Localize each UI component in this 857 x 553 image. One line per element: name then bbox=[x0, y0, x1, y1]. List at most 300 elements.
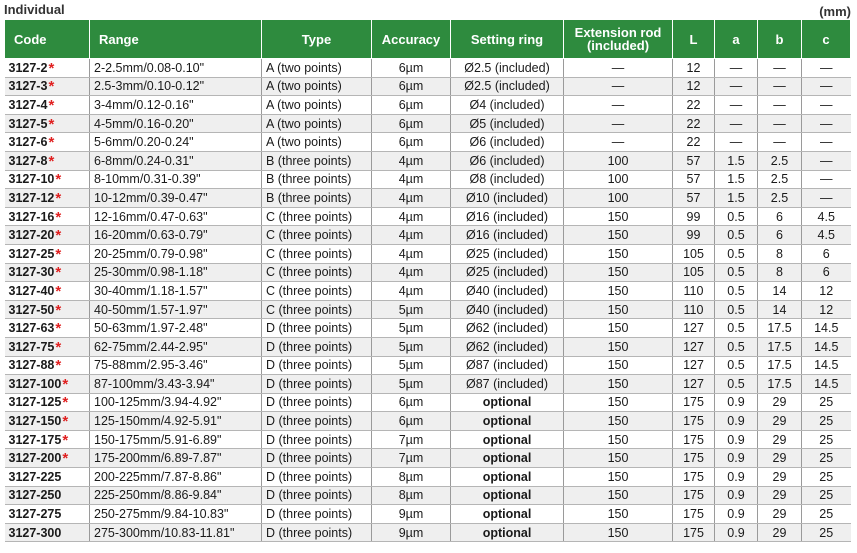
asterisk-mark-icon: * bbox=[55, 357, 62, 375]
setting-ring-cell: Ø25 (included) bbox=[451, 263, 564, 282]
setting-ring-cell: Ø87 (included) bbox=[451, 356, 564, 375]
a-cell: 0.9 bbox=[715, 393, 758, 412]
table-row bbox=[5, 337, 851, 356]
table-row bbox=[5, 244, 851, 263]
range-cell: 8-10mm/0.31-0.39" bbox=[90, 170, 262, 189]
type-cell: A (two points) bbox=[262, 96, 372, 115]
extension-rod-cell: 150 bbox=[564, 244, 673, 263]
a-cell: — bbox=[715, 133, 758, 152]
L-cell: 110 bbox=[673, 300, 715, 319]
c-cell: 14.5 bbox=[802, 319, 851, 338]
c-cell: 14.5 bbox=[802, 356, 851, 375]
code-cell bbox=[5, 468, 90, 487]
product-code: 3127-100 bbox=[8, 376, 62, 391]
header-extension-rod-line1: Extension rod bbox=[574, 25, 662, 40]
type-cell: D (three points) bbox=[262, 505, 372, 524]
product-code: 3127-20 bbox=[8, 228, 55, 243]
a-cell: 0.9 bbox=[715, 449, 758, 468]
range-cell: 75-88mm/2.95-3.46" bbox=[90, 356, 262, 375]
a-cell: 0.9 bbox=[715, 523, 758, 542]
setting-ring-cell: Ø2.5 (included) bbox=[451, 59, 564, 78]
header-type: Type bbox=[262, 20, 372, 59]
extension-rod-cell: 150 bbox=[564, 337, 673, 356]
setting-ring-cell: Ø25 (included) bbox=[451, 244, 564, 263]
code-cell bbox=[5, 393, 90, 412]
extension-rod-cell: 150 bbox=[564, 282, 673, 301]
code-cell bbox=[5, 59, 90, 78]
range-cell: 200-225mm/7.87-8.86" bbox=[90, 468, 262, 487]
asterisk-mark-icon: * bbox=[48, 59, 55, 77]
type-cell: C (three points) bbox=[262, 244, 372, 263]
product-code: 3127-275 bbox=[8, 507, 62, 522]
header-setting-ring: Setting ring bbox=[451, 20, 564, 59]
c-cell: 4.5 bbox=[802, 226, 851, 245]
product-code: 3127-25 bbox=[8, 246, 55, 261]
c-cell: 25 bbox=[802, 412, 851, 431]
extension-rod-cell: 150 bbox=[564, 486, 673, 505]
range-cell: 100-125mm/3.94-4.92" bbox=[90, 393, 262, 412]
L-cell: 57 bbox=[673, 170, 715, 189]
L-cell: 175 bbox=[673, 430, 715, 449]
type-cell: A (two points) bbox=[262, 77, 372, 96]
table-row bbox=[5, 226, 851, 245]
range-cell: 3-4mm/0.12-0.16" bbox=[90, 96, 262, 115]
asterisk-mark-icon: * bbox=[62, 375, 69, 393]
accuracy-cell: 6µm bbox=[372, 114, 451, 133]
setting-ring-cell: optional bbox=[451, 468, 564, 487]
range-cell: 250-275mm/9.84-10.83" bbox=[90, 505, 262, 524]
header-c: c bbox=[802, 20, 851, 59]
product-code: 3127-4 bbox=[8, 97, 48, 112]
a-cell: 1.5 bbox=[715, 151, 758, 170]
c-cell: 25 bbox=[802, 468, 851, 487]
range-cell: 30-40mm/1.18-1.57" bbox=[90, 282, 262, 301]
L-cell: 99 bbox=[673, 207, 715, 226]
setting-ring-cell: Ø16 (included) bbox=[451, 226, 564, 245]
accuracy-cell: 7µm bbox=[372, 430, 451, 449]
header-L: L bbox=[673, 20, 715, 59]
extension-rod-cell: 150 bbox=[564, 523, 673, 542]
accuracy-cell: 9µm bbox=[372, 523, 451, 542]
table-row bbox=[5, 207, 851, 226]
L-cell: 57 bbox=[673, 189, 715, 208]
a-cell: — bbox=[715, 114, 758, 133]
product-code: 3127-2 bbox=[8, 60, 48, 75]
range-cell: 125-150mm/4.92-5.91" bbox=[90, 412, 262, 431]
product-code: 3127-63 bbox=[8, 321, 55, 336]
type-cell: D (three points) bbox=[262, 430, 372, 449]
c-cell: — bbox=[802, 133, 851, 152]
setting-ring-cell: Ø40 (included) bbox=[451, 300, 564, 319]
extension-rod-cell: 150 bbox=[564, 263, 673, 282]
setting-ring-cell: Ø62 (included) bbox=[451, 319, 564, 338]
code-cell bbox=[5, 114, 90, 133]
asterisk-mark-icon: * bbox=[55, 282, 62, 300]
type-cell: D (three points) bbox=[262, 337, 372, 356]
setting-ring-cell: optional bbox=[451, 412, 564, 431]
b-cell: — bbox=[758, 96, 802, 115]
b-cell: 2.5 bbox=[758, 189, 802, 208]
range-cell: 4-5mm/0.16-0.20" bbox=[90, 114, 262, 133]
L-cell: 127 bbox=[673, 356, 715, 375]
b-cell: 17.5 bbox=[758, 337, 802, 356]
extension-rod-cell: 150 bbox=[564, 226, 673, 245]
product-code: 3127-200 bbox=[8, 451, 62, 466]
asterisk-mark-icon: * bbox=[48, 115, 55, 133]
extension-rod-cell: 150 bbox=[564, 393, 673, 412]
asterisk-mark-icon: * bbox=[55, 227, 62, 245]
table-row bbox=[5, 523, 851, 542]
b-cell: 29 bbox=[758, 505, 802, 524]
accuracy-cell: 7µm bbox=[372, 449, 451, 468]
unit-label: (mm) bbox=[819, 4, 851, 19]
type-cell: C (three points) bbox=[262, 263, 372, 282]
accuracy-cell: 6µm bbox=[372, 77, 451, 96]
table-row bbox=[5, 393, 851, 412]
a-cell: 0.5 bbox=[715, 319, 758, 338]
b-cell: — bbox=[758, 77, 802, 96]
L-cell: 22 bbox=[673, 114, 715, 133]
product-code: 3127-175 bbox=[8, 432, 62, 447]
table-row bbox=[5, 114, 851, 133]
c-cell: 14.5 bbox=[802, 337, 851, 356]
L-cell: 12 bbox=[673, 77, 715, 96]
type-cell: A (two points) bbox=[262, 133, 372, 152]
setting-ring-cell: Ø8 (included) bbox=[451, 170, 564, 189]
L-cell: 175 bbox=[673, 486, 715, 505]
accuracy-cell: 4µm bbox=[372, 263, 451, 282]
table-row bbox=[5, 486, 851, 505]
asterisk-mark-icon: * bbox=[55, 189, 62, 207]
L-cell: 57 bbox=[673, 151, 715, 170]
b-cell: 29 bbox=[758, 393, 802, 412]
L-cell: 127 bbox=[673, 375, 715, 394]
type-cell: D (three points) bbox=[262, 468, 372, 487]
a-cell: 0.5 bbox=[715, 356, 758, 375]
table-row bbox=[5, 189, 851, 208]
setting-ring-cell: Ø10 (included) bbox=[451, 189, 564, 208]
extension-rod-cell: 150 bbox=[564, 430, 673, 449]
extension-rod-cell: 100 bbox=[564, 189, 673, 208]
L-cell: 105 bbox=[673, 263, 715, 282]
table-row bbox=[5, 170, 851, 189]
extension-rod-cell: — bbox=[564, 77, 673, 96]
accuracy-cell: 6µm bbox=[372, 59, 451, 78]
type-cell: D (three points) bbox=[262, 412, 372, 431]
extension-rod-cell: 150 bbox=[564, 412, 673, 431]
b-cell: 14 bbox=[758, 282, 802, 301]
b-cell: — bbox=[758, 59, 802, 78]
range-cell: 6-8mm/0.24-0.31" bbox=[90, 151, 262, 170]
type-cell: D (three points) bbox=[262, 486, 372, 505]
table-row bbox=[5, 282, 851, 301]
b-cell: 6 bbox=[758, 226, 802, 245]
asterisk-mark-icon: * bbox=[55, 208, 62, 226]
a-cell: 0.9 bbox=[715, 486, 758, 505]
table-row bbox=[5, 96, 851, 115]
header-range: Range bbox=[90, 20, 262, 59]
range-cell: 2-2.5mm/0.08-0.10" bbox=[90, 59, 262, 78]
product-code: 3127-88 bbox=[8, 358, 55, 373]
extension-rod-cell: 100 bbox=[564, 151, 673, 170]
c-cell: — bbox=[802, 189, 851, 208]
L-cell: 175 bbox=[673, 523, 715, 542]
L-cell: 175 bbox=[673, 449, 715, 468]
accuracy-cell: 8µm bbox=[372, 486, 451, 505]
L-cell: 175 bbox=[673, 412, 715, 431]
type-cell: C (three points) bbox=[262, 226, 372, 245]
c-cell: 25 bbox=[802, 449, 851, 468]
range-cell: 5-6mm/0.20-0.24" bbox=[90, 133, 262, 152]
b-cell: 2.5 bbox=[758, 170, 802, 189]
type-cell: C (three points) bbox=[262, 207, 372, 226]
table-row bbox=[5, 375, 851, 394]
table-caption-bar bbox=[4, 2, 851, 18]
setting-ring-cell: optional bbox=[451, 486, 564, 505]
asterisk-mark-icon: * bbox=[55, 264, 62, 282]
setting-ring-cell: Ø62 (included) bbox=[451, 337, 564, 356]
setting-ring-cell: optional bbox=[451, 505, 564, 524]
a-cell: 0.5 bbox=[715, 282, 758, 301]
extension-rod-cell: 150 bbox=[564, 468, 673, 487]
code-cell bbox=[5, 96, 90, 115]
range-cell: 40-50mm/1.57-1.97" bbox=[90, 300, 262, 319]
accuracy-cell: 4µm bbox=[372, 244, 451, 263]
extension-rod-cell: 150 bbox=[564, 300, 673, 319]
specification-table bbox=[4, 19, 851, 542]
setting-ring-cell: Ø4 (included) bbox=[451, 96, 564, 115]
type-cell: D (three points) bbox=[262, 523, 372, 542]
product-code: 3127-8 bbox=[8, 153, 48, 168]
L-cell: 175 bbox=[673, 468, 715, 487]
section-title: Individual bbox=[4, 2, 65, 17]
extension-rod-cell: 150 bbox=[564, 319, 673, 338]
product-code: 3127-10 bbox=[8, 172, 55, 187]
c-cell: 25 bbox=[802, 523, 851, 542]
product-code: 3127-225 bbox=[8, 469, 62, 484]
accuracy-cell: 4µm bbox=[372, 226, 451, 245]
table-row bbox=[5, 356, 851, 375]
accuracy-cell: 5µm bbox=[372, 356, 451, 375]
code-cell bbox=[5, 319, 90, 338]
accuracy-cell: 6µm bbox=[372, 96, 451, 115]
code-cell bbox=[5, 244, 90, 263]
L-cell: 175 bbox=[673, 393, 715, 412]
L-cell: 127 bbox=[673, 319, 715, 338]
c-cell: 14.5 bbox=[802, 375, 851, 394]
b-cell: 29 bbox=[758, 430, 802, 449]
accuracy-cell: 4µm bbox=[372, 207, 451, 226]
code-cell bbox=[5, 170, 90, 189]
range-cell: 225-250mm/8.86-9.84" bbox=[90, 486, 262, 505]
a-cell: 0.5 bbox=[715, 207, 758, 226]
c-cell: 6 bbox=[802, 263, 851, 282]
c-cell: 25 bbox=[802, 393, 851, 412]
setting-ring-cell: Ø2.5 (included) bbox=[451, 77, 564, 96]
a-cell: 0.5 bbox=[715, 226, 758, 245]
table-row bbox=[5, 468, 851, 487]
type-cell: D (three points) bbox=[262, 319, 372, 338]
product-code: 3127-3 bbox=[8, 79, 48, 94]
accuracy-cell: 6µm bbox=[372, 393, 451, 412]
range-cell: 10-12mm/0.39-0.47" bbox=[90, 189, 262, 208]
setting-ring-cell: Ø87 (included) bbox=[451, 375, 564, 394]
table-row bbox=[5, 133, 851, 152]
type-cell: B (three points) bbox=[262, 189, 372, 208]
code-cell bbox=[5, 375, 90, 394]
range-cell: 87-100mm/3.43-3.94" bbox=[90, 375, 262, 394]
asterisk-mark-icon: * bbox=[48, 134, 55, 152]
accuracy-cell: 8µm bbox=[372, 468, 451, 487]
asterisk-mark-icon: * bbox=[55, 245, 62, 263]
L-cell: 110 bbox=[673, 282, 715, 301]
c-cell: 12 bbox=[802, 282, 851, 301]
accuracy-cell: 5µm bbox=[372, 300, 451, 319]
accuracy-cell: 6µm bbox=[372, 133, 451, 152]
accuracy-cell: 5µm bbox=[372, 375, 451, 394]
b-cell: 14 bbox=[758, 300, 802, 319]
L-cell: 22 bbox=[673, 96, 715, 115]
type-cell: A (two points) bbox=[262, 59, 372, 78]
code-cell bbox=[5, 412, 90, 431]
b-cell: — bbox=[758, 133, 802, 152]
header-a: a bbox=[715, 20, 758, 59]
b-cell: 29 bbox=[758, 412, 802, 431]
range-cell: 16-20mm/0.63-0.79" bbox=[90, 226, 262, 245]
range-cell: 62-75mm/2.44-2.95" bbox=[90, 337, 262, 356]
accuracy-cell: 4µm bbox=[372, 151, 451, 170]
code-cell bbox=[5, 189, 90, 208]
type-cell: D (three points) bbox=[262, 449, 372, 468]
L-cell: 99 bbox=[673, 226, 715, 245]
setting-ring-cell: Ø40 (included) bbox=[451, 282, 564, 301]
table-row bbox=[5, 151, 851, 170]
code-cell bbox=[5, 300, 90, 319]
extension-rod-cell: 100 bbox=[564, 170, 673, 189]
product-code: 3127-150 bbox=[8, 414, 62, 429]
type-cell: A (two points) bbox=[262, 114, 372, 133]
product-code: 3127-250 bbox=[8, 488, 62, 503]
a-cell: 0.5 bbox=[715, 300, 758, 319]
b-cell: 29 bbox=[758, 486, 802, 505]
extension-rod-cell: 150 bbox=[564, 356, 673, 375]
a-cell: 0.5 bbox=[715, 244, 758, 263]
range-cell: 20-25mm/0.79-0.98" bbox=[90, 244, 262, 263]
product-code: 3127-50 bbox=[8, 302, 55, 317]
table-row bbox=[5, 59, 851, 78]
setting-ring-cell: Ø6 (included) bbox=[451, 151, 564, 170]
type-cell: B (three points) bbox=[262, 151, 372, 170]
product-code: 3127-300 bbox=[8, 525, 62, 540]
b-cell: 17.5 bbox=[758, 356, 802, 375]
asterisk-mark-icon: * bbox=[62, 413, 69, 431]
a-cell: 0.9 bbox=[715, 430, 758, 449]
product-code: 3127-30 bbox=[8, 265, 55, 280]
code-cell bbox=[5, 523, 90, 542]
code-cell bbox=[5, 449, 90, 468]
asterisk-mark-icon: * bbox=[48, 152, 55, 170]
header-code: Code bbox=[5, 20, 90, 59]
header-extension-rod-line2: (included) bbox=[586, 38, 650, 53]
asterisk-mark-icon: * bbox=[55, 301, 62, 319]
accuracy-cell: 4µm bbox=[372, 170, 451, 189]
product-code: 3127-12 bbox=[8, 190, 55, 205]
a-cell: 0.5 bbox=[715, 375, 758, 394]
product-code: 3127-16 bbox=[8, 209, 55, 224]
code-cell bbox=[5, 263, 90, 282]
extension-rod-cell: — bbox=[564, 59, 673, 78]
b-cell: 6 bbox=[758, 207, 802, 226]
a-cell: — bbox=[715, 77, 758, 96]
code-cell bbox=[5, 226, 90, 245]
table-row bbox=[5, 300, 851, 319]
header-accuracy: Accuracy bbox=[372, 20, 451, 59]
range-cell: 275-300mm/10.83-11.81" bbox=[90, 523, 262, 542]
b-cell: 29 bbox=[758, 449, 802, 468]
range-cell: 25-30mm/0.98-1.18" bbox=[90, 263, 262, 282]
a-cell: 0.5 bbox=[715, 337, 758, 356]
code-cell bbox=[5, 151, 90, 170]
extension-rod-cell: 150 bbox=[564, 207, 673, 226]
extension-rod-cell: — bbox=[564, 114, 673, 133]
header-b: b bbox=[758, 20, 802, 59]
c-cell: — bbox=[802, 59, 851, 78]
b-cell: 17.5 bbox=[758, 375, 802, 394]
c-cell: 25 bbox=[802, 505, 851, 524]
header-row bbox=[5, 20, 851, 59]
type-cell: D (three points) bbox=[262, 393, 372, 412]
asterisk-mark-icon: * bbox=[55, 338, 62, 356]
product-code: 3127-40 bbox=[8, 283, 55, 298]
b-cell: 29 bbox=[758, 523, 802, 542]
a-cell: — bbox=[715, 96, 758, 115]
range-cell: 12-16mm/0.47-0.63" bbox=[90, 207, 262, 226]
table-row bbox=[5, 319, 851, 338]
extension-rod-cell: 150 bbox=[564, 505, 673, 524]
setting-ring-cell: optional bbox=[451, 393, 564, 412]
c-cell: 25 bbox=[802, 486, 851, 505]
c-cell: — bbox=[802, 77, 851, 96]
accuracy-cell: 5µm bbox=[372, 319, 451, 338]
code-cell bbox=[5, 486, 90, 505]
type-cell: B (three points) bbox=[262, 170, 372, 189]
table-row bbox=[5, 412, 851, 431]
product-code: 3127-75 bbox=[8, 339, 55, 354]
asterisk-mark-icon: * bbox=[62, 431, 69, 449]
code-cell bbox=[5, 356, 90, 375]
range-cell: 175-200mm/6.89-7.87" bbox=[90, 449, 262, 468]
header-extension-rod bbox=[564, 20, 673, 59]
extension-rod-cell: 150 bbox=[564, 375, 673, 394]
table-row bbox=[5, 263, 851, 282]
setting-ring-cell: Ø16 (included) bbox=[451, 207, 564, 226]
c-cell: 6 bbox=[802, 244, 851, 263]
code-cell bbox=[5, 77, 90, 96]
table-row bbox=[5, 77, 851, 96]
asterisk-mark-icon: * bbox=[48, 78, 55, 96]
product-code: 3127-125 bbox=[8, 395, 62, 410]
c-cell: 4.5 bbox=[802, 207, 851, 226]
type-cell: C (three points) bbox=[262, 282, 372, 301]
extension-rod-cell: — bbox=[564, 133, 673, 152]
table-row bbox=[5, 449, 851, 468]
L-cell: 22 bbox=[673, 133, 715, 152]
setting-ring-cell: Ø6 (included) bbox=[451, 133, 564, 152]
c-cell: 12 bbox=[802, 300, 851, 319]
type-cell: C (three points) bbox=[262, 300, 372, 319]
accuracy-cell: 9µm bbox=[372, 505, 451, 524]
table-body bbox=[5, 59, 851, 542]
